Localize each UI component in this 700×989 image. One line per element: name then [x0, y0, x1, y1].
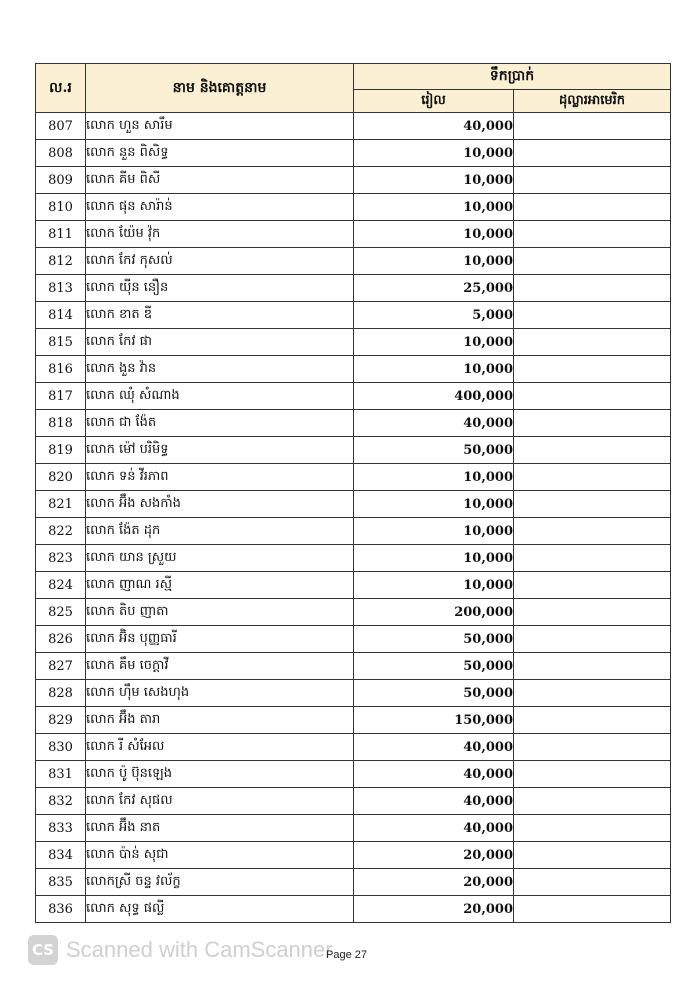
row-number: 817: [36, 383, 86, 410]
row-number: 830: [36, 734, 86, 761]
table-row: [36, 815, 671, 842]
row-number: 814: [36, 302, 86, 329]
row-name: លោក រី សំអែល: [86, 734, 354, 761]
row-number: 834: [36, 842, 86, 869]
row-riel-amount: 10,000: [354, 545, 514, 572]
row-name: លោក ប៉ូ ប៊ុនឡេង: [86, 761, 354, 788]
table-row: [36, 437, 671, 464]
row-usd-amount: [514, 221, 671, 248]
row-name: លោក កែវ កុសល់: [86, 248, 354, 275]
row-name: លោក កែវ ផា: [86, 329, 354, 356]
row-usd-amount: [514, 302, 671, 329]
row-riel-amount: 10,000: [354, 491, 514, 518]
row-usd-amount: [514, 464, 671, 491]
row-riel-amount: 50,000: [354, 437, 514, 464]
header-name: នាម និងគោត្តនាម: [86, 64, 354, 113]
page-number: Page 27: [326, 949, 367, 961]
table-row: [36, 842, 671, 869]
row-number: 823: [36, 545, 86, 572]
row-number: 820: [36, 464, 86, 491]
row-usd-amount: [514, 734, 671, 761]
row-name: លោក ងួន វ៉ាន: [86, 356, 354, 383]
table-row: [36, 788, 671, 815]
row-number: 812: [36, 248, 86, 275]
row-usd-amount: [514, 113, 671, 140]
row-usd-amount: [514, 788, 671, 815]
row-usd-amount: [514, 383, 671, 410]
row-number: 833: [36, 815, 86, 842]
table-row: [36, 302, 671, 329]
row-usd-amount: [514, 545, 671, 572]
camscanner-logo-icon: CS: [28, 935, 58, 965]
row-number: 811: [36, 221, 86, 248]
row-usd-amount: [514, 437, 671, 464]
row-number: 827: [36, 653, 86, 680]
row-number: 829: [36, 707, 86, 734]
table-row: [36, 221, 671, 248]
row-name: លោក កែវ សុផល: [86, 788, 354, 815]
row-number: 825: [36, 599, 86, 626]
table-row: [36, 626, 671, 653]
row-usd-amount: [514, 275, 671, 302]
table-row: [36, 356, 671, 383]
row-name: លោក គីម ពិសី: [86, 167, 354, 194]
row-usd-amount: [514, 599, 671, 626]
row-number: 818: [36, 410, 86, 437]
row-name: លោក តិប ញាតា: [86, 599, 354, 626]
row-number: 822: [36, 518, 86, 545]
row-number: 819: [36, 437, 86, 464]
row-name: លោក ខាត ឌី: [86, 302, 354, 329]
row-name: លោក ទន់ វីរភាព: [86, 464, 354, 491]
row-usd-amount: [514, 869, 671, 896]
header-amount: ទឹកប្រាក់: [354, 64, 671, 90]
table-row: [36, 464, 671, 491]
row-number: 810: [36, 194, 86, 221]
row-usd-amount: [514, 653, 671, 680]
row-number: 816: [36, 356, 86, 383]
row-name: លោក ហ៊ឹម សេងហុង: [86, 680, 354, 707]
row-usd-amount: [514, 761, 671, 788]
table-row: [36, 275, 671, 302]
row-usd-amount: [514, 248, 671, 275]
row-name: លោក ហួន សារឹម: [86, 113, 354, 140]
row-name: លោក ប៉ាន់ សុជា: [86, 842, 354, 869]
row-number: 809: [36, 167, 86, 194]
row-name: លោក ង៉ែត ដុក: [86, 518, 354, 545]
table-row: [36, 410, 671, 437]
row-name: លោក អ៊ឹង តារា: [86, 707, 354, 734]
table-row: [36, 572, 671, 599]
table-row: [36, 761, 671, 788]
row-riel-amount: 40,000: [354, 410, 514, 437]
row-riel-amount: 10,000: [354, 167, 514, 194]
row-name: លោក យ៉ែម វ៉ុក: [86, 221, 354, 248]
row-usd-amount: [514, 140, 671, 167]
row-number: 835: [36, 869, 86, 896]
row-name: លោក ជា ង៉ែត: [86, 410, 354, 437]
camscanner-text: Scanned with CamScanner: [66, 937, 333, 962]
table-row: [36, 707, 671, 734]
row-name: លោកស្រី ចន្ទ វល័ក្ខ: [86, 869, 354, 896]
table-row: [36, 680, 671, 707]
row-riel-amount: 40,000: [354, 734, 514, 761]
table-row: [36, 599, 671, 626]
row-usd-amount: [514, 896, 671, 923]
table-row: [36, 518, 671, 545]
row-riel-amount: 10,000: [354, 518, 514, 545]
row-usd-amount: [514, 356, 671, 383]
row-usd-amount: [514, 572, 671, 599]
row-name: លោក ម៉ៅ បរិមិទ្ធ: [86, 437, 354, 464]
table-row: [36, 896, 671, 923]
row-riel-amount: 10,000: [354, 329, 514, 356]
row-usd-amount: [514, 329, 671, 356]
donation-table: [35, 63, 671, 923]
table-row: [36, 383, 671, 410]
row-number: 828: [36, 680, 86, 707]
row-number: 807: [36, 113, 86, 140]
row-name: លោក យាន ស្រួយ: [86, 545, 354, 572]
row-number: 824: [36, 572, 86, 599]
row-number: 832: [36, 788, 86, 815]
row-number: 808: [36, 140, 86, 167]
row-usd-amount: [514, 518, 671, 545]
row-number: 813: [36, 275, 86, 302]
row-name: លោក ផុន សារ៉ាន់: [86, 194, 354, 221]
row-number: 815: [36, 329, 86, 356]
table-row: [36, 329, 671, 356]
row-name: លោក ញាណ រស្មី: [86, 572, 354, 599]
row-name: លោក អ៊ឹង សងកាំង: [86, 491, 354, 518]
row-name: លោក អ៊ិន បុញ្ញធារី: [86, 626, 354, 653]
row-riel-amount: 10,000: [354, 248, 514, 275]
row-riel-amount: 50,000: [354, 653, 514, 680]
row-usd-amount: [514, 491, 671, 518]
table-row: [36, 140, 671, 167]
row-riel-amount: 10,000: [354, 140, 514, 167]
row-name: លោក នួន ពិសិទ្ធ: [86, 140, 354, 167]
table-row: [36, 545, 671, 572]
row-name: លោក អ៊ឹង នាត: [86, 815, 354, 842]
row-riel-amount: 400,000: [354, 383, 514, 410]
row-number: 831: [36, 761, 86, 788]
row-riel-amount: 20,000: [354, 896, 514, 923]
row-number: 836: [36, 896, 86, 923]
table-body: [36, 113, 671, 923]
row-usd-amount: [514, 167, 671, 194]
row-riel-amount: 40,000: [354, 113, 514, 140]
row-usd-amount: [514, 707, 671, 734]
row-riel-amount: 25,000: [354, 275, 514, 302]
header-riel: រៀល: [354, 90, 514, 113]
row-riel-amount: 5,000: [354, 302, 514, 329]
row-riel-amount: 20,000: [354, 842, 514, 869]
row-riel-amount: 40,000: [354, 815, 514, 842]
table-row: [36, 491, 671, 518]
row-usd-amount: [514, 842, 671, 869]
row-name: លោក សុទ្ធ ផល្លី: [86, 896, 354, 923]
row-name: លោក យ៉ីន នឿន: [86, 275, 354, 302]
table-row: [36, 167, 671, 194]
camscanner-watermark: [28, 933, 333, 967]
table-row: [36, 869, 671, 896]
row-riel-amount: 10,000: [354, 356, 514, 383]
row-usd-amount: [514, 194, 671, 221]
table-row: [36, 248, 671, 275]
row-riel-amount: 200,000: [354, 599, 514, 626]
row-riel-amount: 10,000: [354, 221, 514, 248]
row-riel-amount: 40,000: [354, 761, 514, 788]
table-row: [36, 734, 671, 761]
row-name: លោក ឈុំ សំណាង: [86, 383, 354, 410]
header-number: ល.រ: [36, 64, 86, 113]
row-riel-amount: 10,000: [354, 572, 514, 599]
row-usd-amount: [514, 626, 671, 653]
row-usd-amount: [514, 815, 671, 842]
row-riel-amount: 150,000: [354, 707, 514, 734]
header-usd: ដុល្លារអាមេរិក: [514, 90, 671, 113]
row-number: 826: [36, 626, 86, 653]
row-usd-amount: [514, 410, 671, 437]
row-riel-amount: 50,000: [354, 626, 514, 653]
row-riel-amount: 40,000: [354, 788, 514, 815]
row-number: 821: [36, 491, 86, 518]
row-riel-amount: 50,000: [354, 680, 514, 707]
row-name: លោក គឹម ចេក្តាវី: [86, 653, 354, 680]
row-riel-amount: 20,000: [354, 869, 514, 896]
row-riel-amount: 10,000: [354, 464, 514, 491]
table-row: [36, 113, 671, 140]
table-row: [36, 653, 671, 680]
table-row: [36, 194, 671, 221]
row-riel-amount: 10,000: [354, 194, 514, 221]
row-usd-amount: [514, 680, 671, 707]
